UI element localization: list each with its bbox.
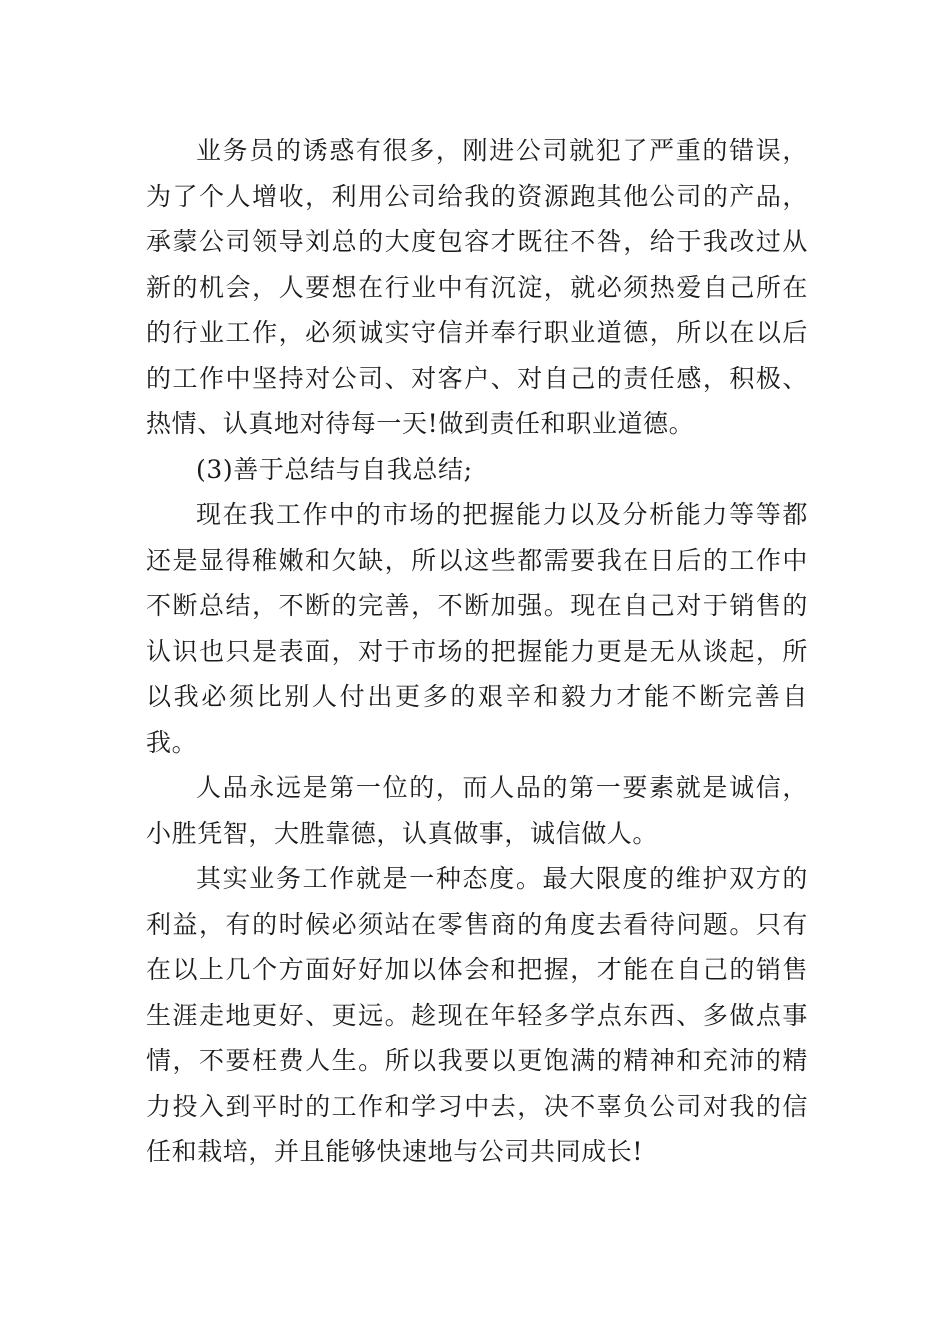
paragraph-attitude: 其实业务工作就是一种态度。最大限度的维护双方的利益，有的时候必须站在零售商的角度去看待问题。只有在以上几个方面好好加以体会和把握，才能在自己的销售生涯走地更好、更远。趁现在年轻多学点东西、多做点事情，不要枉费人生。所以我要以更饱满的精神和充沛的精力投入到平时的工作和学习中去，决不辜负公司对我的信任和栽培，并且能够快速地与公司共同成长! bbox=[146, 864, 808, 1166]
paragraph-market-ability: 现在我工作中的市场的把握能力以及分析能力等等都还是显得稚嫩和欠缺，所以这些都需要我在日后的工作中不断总结，不断的完善，不断加强。现在自己对于销售的认识也只是表面，对于市场的把握能力更是无从谈起，所以我必须比别人付出更多的艰辛和毅力才能不断完善自我。 bbox=[146, 500, 808, 757]
paragraph-temptation: 业务员的诱惑有很多，刚进公司就犯了严重的错误，为了个人增收，利用公司给我的资源跑其他公司的产品，承蒙公司领导刘总的大度包容才既往不咎，给于我改过从新的机会，人要想在行业中有沉淀，就必须热爱自己所在的行业工作，必须诚实守信并奉行职业道德，所以在以后的工作中坚持对公司、对客户、对自己的责任感，积极、热情、认真地对待每一天!做到责任和职业道德。 bbox=[146, 136, 808, 438]
paragraph-section-3-heading: (3)善于总结与自我总结; bbox=[196, 454, 473, 484]
paragraph-integrity: 人品永远是第一位的，而人品的第一要素就是诚信，小胜凭智，大胜靠德，认真做事，诚信做人。 bbox=[146, 773, 808, 848]
document-body bbox=[146, 128, 808, 1175]
